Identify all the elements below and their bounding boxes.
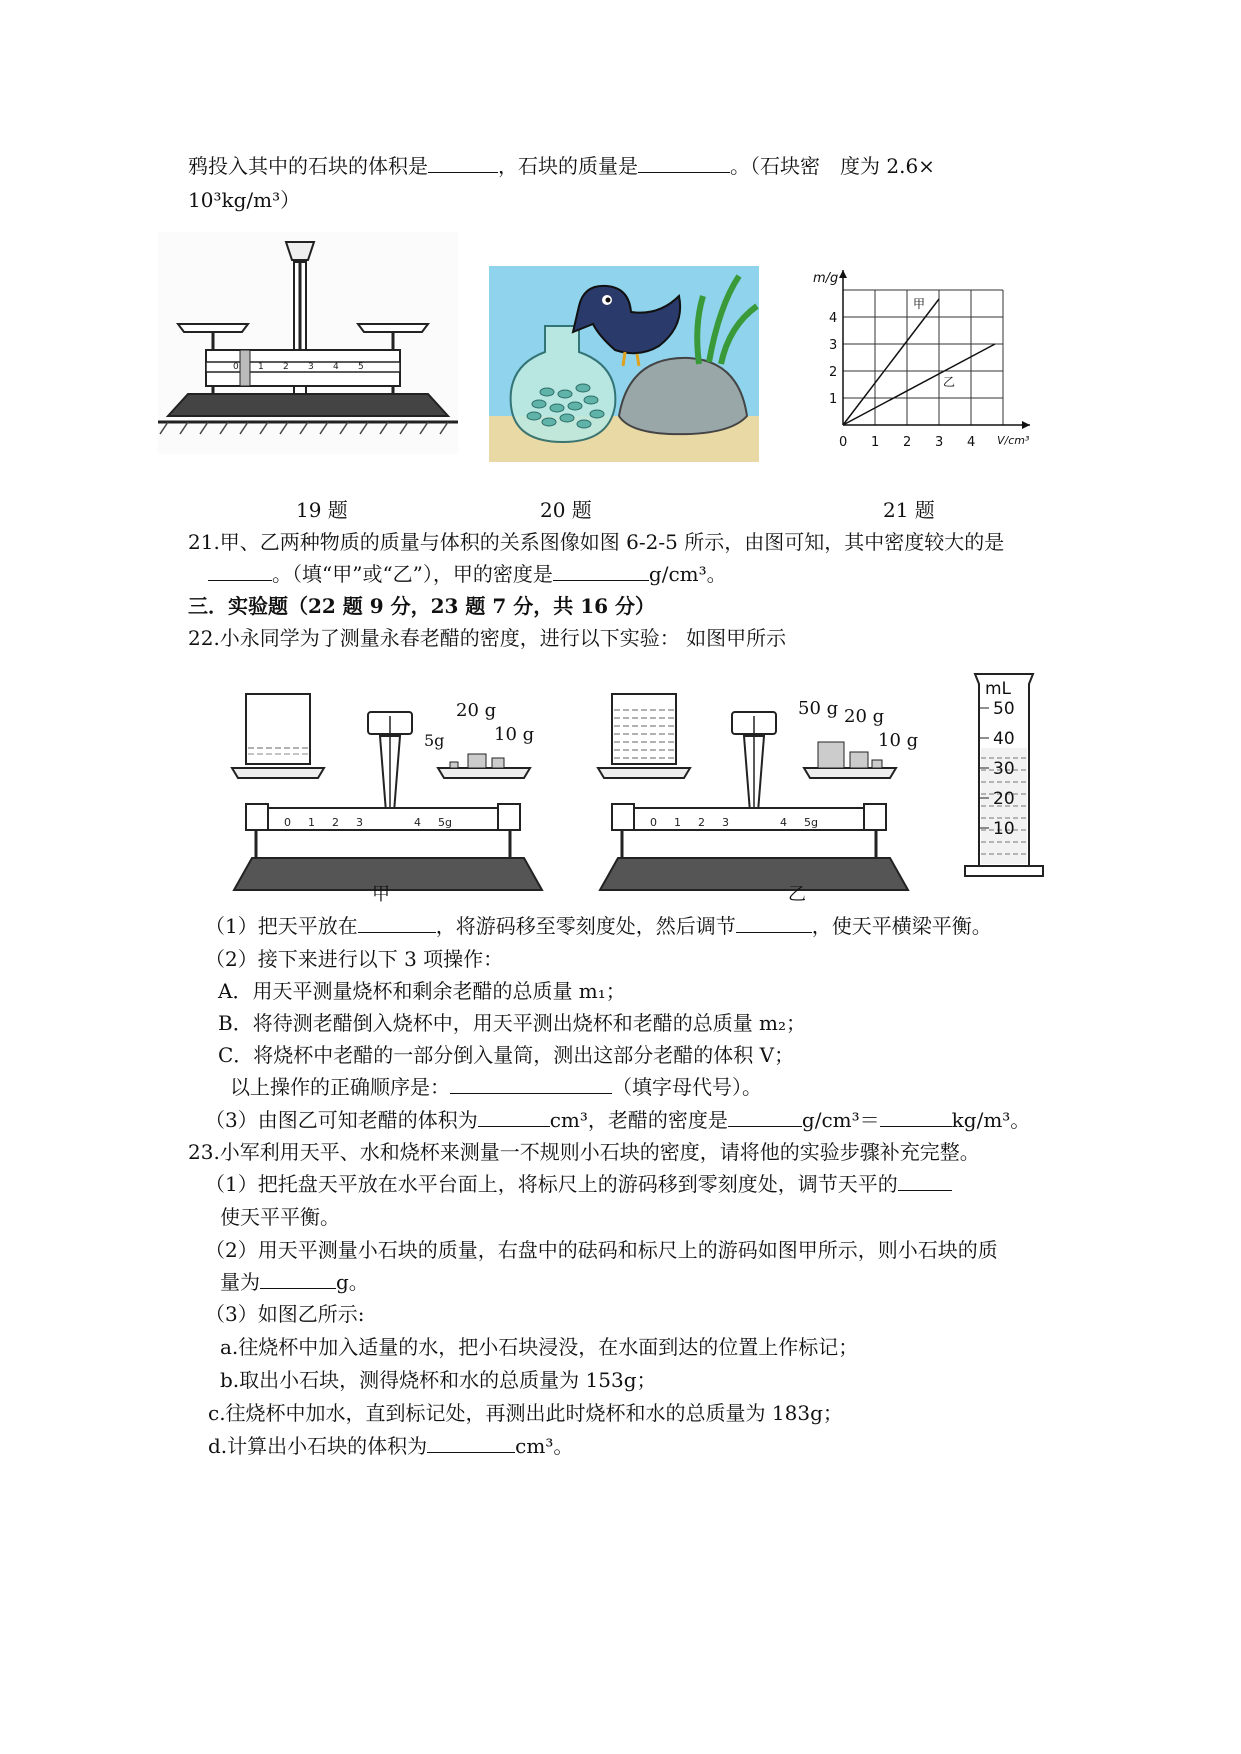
q23-p1-cont: 使天平平衡。	[220, 1205, 340, 1229]
figure-22-cylinder	[963, 670, 1045, 892]
q22-p3-blank-volume[interactable]	[478, 1106, 550, 1127]
scale-tick: 2	[698, 816, 705, 829]
cylinder-tick: 30	[993, 759, 1015, 779]
figure-21-graph	[805, 262, 1045, 462]
q22-p1-text-a: （1）把天平放在	[205, 914, 358, 938]
scale-tick: 4	[414, 816, 421, 829]
q21-blank-density[interactable]	[553, 560, 649, 581]
q22-p1-blank-place[interactable]	[358, 912, 436, 933]
weight-label: 5g	[424, 731, 445, 750]
q23-pd-text-a: d.计算出小石块的体积为	[208, 1434, 428, 1458]
scale-tick: 3	[722, 816, 729, 829]
q22-intro: 22.小永同学为了测量永春老醋的密度，进行以下实验： 如图甲所示	[188, 626, 787, 650]
y-tick: 1	[829, 392, 838, 407]
q22-p3-blank-density-g[interactable]	[728, 1106, 802, 1127]
graph-ylabel: m/g	[813, 271, 839, 286]
figure-19-balance	[158, 232, 458, 454]
q20-line1	[188, 152, 935, 180]
q22-p1-text-b: ，将游码移至零刻度处，然后调节	[435, 914, 736, 938]
q20-line2: 10³kg/m³）	[188, 188, 301, 212]
q23-p1-text-a: （1）把托盘天平放在水平台面上，将标尺上的游码移到零刻度处，调节天平的	[205, 1172, 898, 1196]
q22-p3-text-a: （3）由图乙可知老醋的体积为	[205, 1108, 478, 1132]
q23-p2-text-b: 量为	[220, 1270, 260, 1294]
scale-tick: 2	[283, 362, 289, 372]
series-yi-line	[843, 344, 995, 425]
q23-p3: （3）如图乙所示:	[205, 1302, 365, 1326]
q22-p1	[205, 912, 992, 940]
q22-p3-text-c: g/cm³＝	[801, 1108, 880, 1132]
scale-tick: 5g	[804, 816, 818, 829]
cylinder-tick: 40	[993, 729, 1015, 749]
q20-blank-mass[interactable]	[638, 152, 730, 173]
q20-text-a: 鸦投入其中的石块的体积是	[188, 154, 428, 178]
scale-tick: 0	[233, 362, 239, 372]
series-yi-label: 乙	[943, 375, 956, 389]
x-tick: 2	[903, 435, 912, 450]
figure-20-crow	[489, 266, 759, 462]
q23-p2-blank-mass[interactable]	[260, 1268, 336, 1289]
cylinder-tick: 50	[993, 699, 1015, 719]
q22-step-a: A．用天平测量烧杯和剩余老醋的总质量 m₁；	[218, 979, 626, 1003]
section-3-title: 三．实验题（22 题 9 分，23 题 7 分，共 16 分）	[188, 594, 656, 618]
weight-label: 20 g	[456, 700, 497, 721]
x-tick: 0	[839, 435, 848, 450]
series-jia-label: 甲	[913, 297, 926, 311]
q23-p2: （2）用天平测量小石块的质量，右盘中的砝码和标尺上的游码如图甲所示，则小石块的质	[205, 1238, 998, 1262]
q23-p1-blank[interactable]	[898, 1170, 952, 1191]
q23-p2-text-c: g。	[336, 1270, 369, 1294]
label-jia: 甲	[372, 884, 390, 905]
q23-intro: 23.小军利用天平、水和烧杯来测量一不规则小石块的密度，请将他的实验步骤补充完整。	[188, 1140, 980, 1164]
scale-tick: 0	[650, 816, 657, 829]
q23-step-c: c.往烧杯中加水，直到标记处，再测出此时烧杯和水的总质量为 183g；	[208, 1401, 843, 1425]
cylinder-unit: mL	[985, 679, 1012, 699]
scale-tick: 1	[308, 816, 315, 829]
q22-order-text-b: （填字母代号）。	[612, 1075, 762, 1099]
q23-step-b: b.取出小石块，测得烧杯和水的总质量为 153g；	[220, 1368, 657, 1392]
caption-21: 21 题	[883, 498, 935, 522]
q21-blank-denser[interactable]	[208, 560, 272, 581]
weight-label: 10 g	[878, 730, 919, 751]
q21-line1: 21.甲、乙两种物质的质量与体积的关系图像如图 6-2-5 所示，由图可知，其中密度较大的是	[188, 530, 1005, 554]
q22-p1-blank-adjust[interactable]	[736, 912, 812, 933]
figure-22-jia	[228, 688, 548, 900]
cylinder-tick: 10	[993, 819, 1015, 839]
q23-p2-cont	[220, 1268, 369, 1296]
scale-tick: 1	[674, 816, 681, 829]
scale-tick: 4	[780, 816, 787, 829]
weight-label: 20 g	[844, 706, 885, 727]
q20-text-c: 。（石块密 度为 2.6×	[730, 154, 935, 178]
scale-tick: 3	[308, 362, 314, 372]
q22-p3-blank-density-kg[interactable]	[880, 1106, 952, 1127]
weight-label: 50 g	[798, 698, 839, 719]
scale-tick: 2	[332, 816, 339, 829]
q22-p1-text-c: ，使天平横梁平衡。	[811, 914, 992, 938]
x-tick: 1	[871, 435, 880, 450]
y-tick: 3	[829, 338, 838, 353]
scale-tick: 5g	[438, 816, 452, 829]
q20-blank-volume[interactable]	[428, 152, 498, 173]
scale-tick: 4	[333, 362, 339, 372]
figure-22-yi	[596, 688, 926, 900]
q22-order	[230, 1073, 762, 1101]
q21-line2	[208, 560, 727, 588]
q22-order-text-a: 以上操作的正确顺序是：	[230, 1075, 450, 1099]
q23-step-a: a.往烧杯中加入适量的水，把小石块浸没，在水面到达的位置上作标记；	[220, 1335, 859, 1359]
q23-step-d	[208, 1432, 573, 1460]
label-yi: 乙	[788, 884, 806, 905]
q22-order-blank[interactable]	[450, 1073, 612, 1094]
scale-tick: 0	[284, 816, 291, 829]
q22-p2: （2）接下来进行以下 3 项操作：	[205, 947, 504, 971]
caption-19: 19 题	[296, 498, 348, 522]
q22-step-b: B．将待测老醋倒入烧杯中，用天平测出烧杯和老醋的总质量 m₂；	[218, 1011, 807, 1035]
series-jia-line	[843, 299, 939, 425]
q21-text-b: g/cm³。	[648, 562, 727, 586]
scale-tick: 3	[356, 816, 363, 829]
scale-tick: 1	[258, 362, 264, 372]
q22-p3-text-d: kg/m³。	[951, 1108, 1031, 1132]
q23-pd-text-b: cm³。	[515, 1434, 574, 1458]
y-tick: 4	[829, 311, 838, 326]
q20-text-b: ，石块的质量是	[498, 154, 638, 178]
x-tick: 4	[967, 435, 976, 450]
scale-tick: 5	[358, 362, 364, 372]
graph-xlabel: V/cm³	[997, 434, 1030, 447]
q22-step-c: C．将烧杯中老醋的一部分倒入量筒，测出这部分老醋的体积 V；	[218, 1043, 795, 1067]
caption-20: 20 题	[540, 498, 592, 522]
cylinder-tick: 20	[993, 789, 1015, 809]
x-tick: 3	[935, 435, 944, 450]
y-tick: 2	[829, 365, 838, 380]
q23-pd-blank-volume[interactable]	[427, 1432, 515, 1453]
q22-p3-text-b: cm³，老醋的密度是	[549, 1108, 728, 1132]
q23-p1	[205, 1170, 952, 1198]
q22-p3	[205, 1106, 1030, 1134]
weight-label: 10 g	[494, 724, 535, 745]
q21-text-a: 。（填“甲”或“乙”），甲的密度是	[272, 562, 553, 586]
